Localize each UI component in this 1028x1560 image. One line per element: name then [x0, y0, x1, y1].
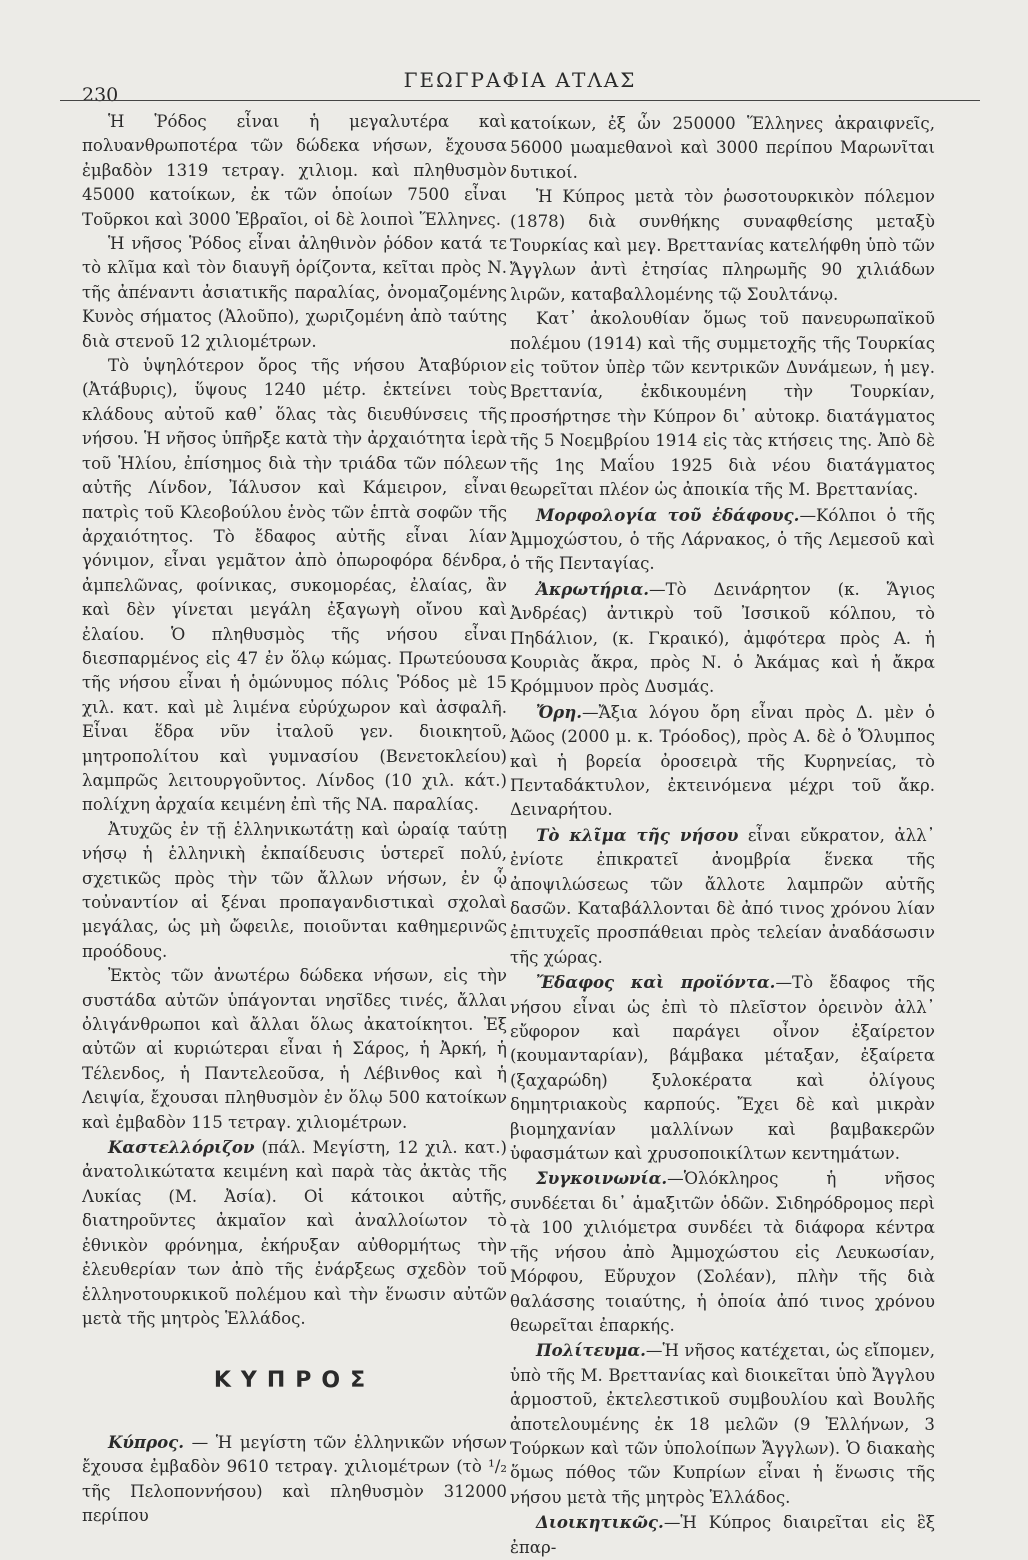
paragraph-cyprus-intro [82, 1430, 507, 1529]
paragraph-text: —Ἄξια λόγου ὄρη εἶναι πρὸς Δ. μὲν ὁ Ἀῶος (2000 μ. κ. Τρόοδος), πρὸς Α. δὲ ὁ Ὄλυμπος καὶ ἡ βορεία ὀροσειρὰ τῆς Κυρηνείας, τὸ Πενταδάκτυλον, ἐκτεινόμενα μέχρι τοῦ ἄκρ. Δειναρήτου. [510, 702, 935, 820]
paragraph-lead: Τὸ κλῖμα τῆς νήσου [536, 824, 739, 845]
right-paragraph [510, 577, 935, 700]
right-paragraph [510, 823, 935, 970]
kastellorizo-lead: Καστελλόριζον [108, 1137, 255, 1158]
paragraph-text: εἶναι εὔκρατον, ἀλλ᾽ ἐνίοτε ἐπικρατεῖ ἀνομβρία ἕνεκα τῆς ἀποψιλώσεως τῶν ἄλλοτε λαμπρῶν αὐτῆς δασῶν. Καταβάλλονται δὲ ἀπό τινος χρόνου λίαν ἐπιτυχεῖς προσπάθειαι πρὸς τελείαν ἀναδάσωσιν τῆς χώρας. [510, 825, 935, 967]
paragraph-lead: Διοικητικῶς. [536, 1512, 664, 1533]
paragraph-lead: Μορφολογία τοῦ ἐδάφους. [536, 504, 800, 525]
right-paragraph [510, 1510, 935, 1560]
section-title-cyprus: ΚΥΠΡΟΣ [213, 1368, 376, 1394]
paragraph-text: Κατ᾽ ἀκολουθίαν ὅμως τοῦ πανευρωπαϊκοῦ πολέμου (1914) καὶ τῆς συμμετοχῆς τῆς Τουρκίας εἰς τοῦτον ὑπὲρ τῶν κεντρικῶν Δυνάμεων, ἡ μεγ. Βρεττανία, ἐκδικουμένη τὴν Τουρκίαν, προσήρτησε τὴν Κύπρον δι᾽ αὐτοκρ. διατάγματος τῆς 5 Νοεμβρίου 1914 εἰς τὰς κτήσεις της. Ἀπὸ δὲ τῆς 1ης Μαΐου 1925 διὰ νέου διατάγματος θεωρεῖται πλέον ὡς ἀποικία τῆς Μ. Βρεττανίας. [510, 309, 935, 500]
kastellorizo-text: (πάλ. Μεγίστη, 12 χιλ. κατ.) ἀνατολικώτατα κειμένη καὶ παρὰ τὰς ἀκτὰς τῆς Λυκίας (Μ. Ἀσία). Οἱ κάτοικοι αὐτῆς, διατηροῦντες ἀκμαῖον καὶ ἀναλλοίωτον τὸ ἐθνικὸν φρόνημα, ἐκήρυξαν αὐθορμήτως τὴν ἐλευθερίαν των ἀπὸ τῆς ἐνάρξεως σχεδὸν τοῦ ἑλληνοτουρκικοῦ πολέμου καὶ τὴν ἕνωσιν αὐτῶν μετὰ τῆς μητρὸς Ἑλλάδος. [82, 1138, 507, 1328]
right-paragraph [510, 1166, 935, 1338]
paragraph-text: —Ὁλόκληρος ἡ νῆσος συνδέεται δι᾽ ἁμαξιτῶν ὁδῶν. Σιδηρόδρομος περὶ τὰ 100 χιλιόμετρα συνδέει τὰ διάφορα κέντρα τῆς νήσου ἀπὸ Ἀμμοχώστου εἰς Λευκωσίαν, Μόρφου, Εὔρυχον (Σολέαν), πλὴν τῆς διὰ θαλάσσης τοιαύτης, ἡ ὁποία ἀπό τινος χρόνου θεωρεῖται ἐπαρκής. [510, 1169, 935, 1335]
right-paragraph [510, 185, 935, 307]
paragraph-rhodes-education: Ἀτυχῶς ἐν τῇ ἑλληνικωτάτῃ καὶ ὡραίᾳ ταύτῃ νήσῳ ἡ ἑλληνικὴ ἐκπαίδευσις ὑστερεῖ πολύ, σχετικῶς πρὸς τὴν τῶν ἄλλων νήσων, ἐν ᾧ τοὐναντίον αἱ ξέναι προπαγανδιστικαὶ σχολαὶ μεγάλας, ὡς μὴ ὤφειλε, ποιοῦνται καθημερινῶς προόδους. [82, 819, 507, 961]
paragraph-lead: Ὄρη. [536, 701, 583, 722]
right-paragraph [510, 112, 935, 185]
paragraph-text: κατοίκων, ἐξ ὧν 250000 Ἕλληνες ἀκραιφνεῖς, 56000 μωαμεθανοὶ καὶ 3000 περίπου Μαρωνῖται δυτικοί. [510, 114, 935, 182]
page-number: 230 [82, 84, 119, 106]
right-paragraph [510, 970, 935, 1166]
right-paragraph [510, 503, 935, 577]
paragraph-lead: Πολίτευμα. [536, 1340, 646, 1361]
paragraph-text: —Τὸ ἔδαφος τῆς νήσου εἶναι ὡς ἐπὶ τὸ πλεῖστον ὀρεινὸν ἀλλ᾽ εὔφορον καὶ παράγει οἶνον ἐξαίρετον (κουμανταρίαν), βάμβακα μέταξαν, ἐξαίρετα (ξαχαρώδη) ξυλοκέρατα καὶ ὀλίγους δημητριακοὺς καρπούς. Ἔχει δὲ καὶ μικρὰν βιομηχανίαν μαλλίνων καὶ βαμβακερῶν ὑφασμάτων καὶ χρυσοποικίλτων κεντημάτων. [510, 973, 935, 1164]
paragraph-lead: Ἔδαφος καὶ προϊόντα. [536, 972, 776, 993]
running-title: ΓΕΩΓΡΑΦΙΑ ΑΤΛΑΣ [403, 68, 637, 92]
paragraph-rhodes-size: Ἡ Ῥόδος εἶναι ἡ μεγαλυτέρα καὶ πολυανθρωποτέρα τῶν δώδεκα νήσων, ἔχουσα ἐμβαδὸν 1319 τετραγ. χιλιομ. καὶ πληθυσμὸν 45000 κατοίκων, ἐκ τῶν ὁποίων 7500 εἶναι Τοῦρκοι καὶ 3000 Ἑβραῖοι, οἱ δὲ λοιποὶ Ἕλληνες. [82, 112, 507, 229]
paragraph-lead: Ἀκρωτήρια. [536, 578, 649, 599]
paragraph-islets: Ἐκτὸς τῶν ἀνωτέρω δώδεκα νήσων, εἰς τὴν συστάδα αὐτῶν ὑπάγονται νησῖδες τινές, ἄλλαι ὀλιγάνθρωποι καὶ ἄλλαι ὅλως ἀκατοίκητοι. Ἐξ αὐτῶν αἱ κυριώτεραι εἶναι ἡ Σάρος, ἡ Ἀρκή, ἡ Τέλενδος, ἡ Παντελεοῦσα, ἡ Λέβινθος καὶ ἡ Λειψία, ἔχουσαι πληθυσμὸν ἐν ὅλῳ 500 κατοίκων καὶ ἐμβαδὸν 115 τετραγ. χιλιομέτρων. [82, 966, 507, 1132]
paragraph-text: —Κόλποι ὁ τῆς Ἀμμοχώστου, ὁ τῆς Λάρνακος, ὁ τῆς Λεμεσοῦ καὶ ὁ τῆς Πενταγίας. [510, 505, 936, 574]
right-paragraph [510, 307, 935, 502]
paragraph-text: —Ἡ Κύπρος διαιρεῖται εἰς ἓξ ἐπαρ- [510, 1513, 935, 1557]
paragraph-lead: Συγκοινωνία. [536, 1168, 668, 1189]
paragraph-text: —Ἡ νῆσος κατέχεται, ὡς εἴπομεν, ὑπὸ τῆς Μ. Βρεττανίας καὶ διοικεῖται ὑπὸ Ἄγγλου ἁρμοστοῦ, ἐκτελεστικοῦ συμβουλίου καὶ Βουλῆς ἀποτελουμένης ἐκ 18 μελῶν (9 Ἑλλήνων, 3 Τούρκων καὶ τῶν ὑπολοίπων Ἄγγλων). Ὁ διακαὴς ὅμως πόθος τῶν Κυπρίων εἶναι ἡ ἕνωσις τῆς νήσου μετὰ τῆς μητρὸς Ἑλλάδος. [510, 1341, 935, 1507]
left-column [82, 110, 507, 1528]
paragraph-rhodes-mountain: Τὸ ὑψηλότερον ὄρος τῆς νήσου Ἀταβύριον (Ἀτάβυρις), ὕψους 1240 μέτρ. ἐκτείνει τοὺς κλάδους αὐτοῦ καθ᾽ ὅλας τὰς διευθύνσεις τῆς νήσου. Ἡ νῆσος ὑπῆρξε κατὰ τὴν ἀρχαιότητα ἱερὰ τοῦ Ἡλίου, ἐπίσημος διὰ τὴν τριάδα τῶν πόλεων αὐτῆς Λίνδον, Ἰάλυσον καὶ Κάμειρον, εἶναι πατρὶς τοῦ Κλεοβούλου ἑνὸς τῶν ἑπτὰ σοφῶν τῆς ἀρχαιότητος. Τὸ ἔδαφος αὐτῆς εἶναι λίαν γόνιμον, εἶναι γεμᾶτον ἀπὸ ὀπωροφόρα δένδρα, ἀμπελῶνας, φοίνικας, συκομορέας, ἐλαίας, ἂν καὶ δὲν γίνεται μεγάλη ἐξαγωγὴ οἴνου καὶ ἐλαίου. Ὁ πληθυσμὸς τῆς νήσου εἶναι διεσπαρμένος εἰς 47 ἐν ὅλῳ κώμας. Πρωτεύουσα τῆς νήσου εἶναι ἡ ὁμώνυμος πόλις Ῥόδος μὲ 15 χιλ. κατ. καὶ μὲ λιμένα εὐρύχωρον καὶ ἀσφαλῆ. Εἶναι ἕδρα νῦν ἰταλοῦ γεν. διοικητοῦ, μητροπολίτου καὶ γυμνασίου (Βενετοκλείου) λαμπρῶς λειτουργοῦντος. Λίνδος (10 χιλ. κάτ.) πολίχνη ἀρχαία κειμένη ἐπὶ τῆς ΝΑ. παραλίας. [82, 356, 507, 815]
right-column [510, 112, 935, 1560]
paragraph-rhodes-climate: Ἡ νῆσος Ῥόδος εἶναι ἀληθινὸν ῥόδον κατά τε τὸ κλῖμα καὶ τὸν διαυγῆ ὁρίζοντα, κεῖται πρὸς Ν. τῆς ἀπέναντι ἀσιατικῆς παραλίας, ὀνομαζομένης Κυνὸς σήματος (Ἀλοῦπο), χωριζομένη ἀπὸ ταύτης διὰ στενοῦ 12 χιλιομέτρων. [82, 234, 507, 351]
right-paragraph [510, 1338, 935, 1510]
header-rule [60, 100, 980, 101]
paragraph-text: —Τὸ Δεινάρητον (κ. Ἅγιος Ἀνδρέας) ἀντικρὺ τοῦ Ἰσσικοῦ κόλπου, τὸ Πηδάλιον, (κ. Γκραικό), ἀμφότερα πρὸς Α. ἡ Κουριὰς ἄκρα, πρὸς Ν. ὁ Ἀκάμας καὶ ἡ ἄκρα Κρόμμυον πρὸς Δυσμάς. [510, 579, 935, 697]
paragraph-kastellorizo [82, 1135, 507, 1331]
cyprus-intro-text: — Ἡ μεγίστη τῶν ἑλληνικῶν νήσων ἔχουσα ἐμβαδὸν 9610 τετραγ. χιλιομέτρων (τὸ ¹/₂ τῆς Πελοποννήσου) καὶ πληθυσμὸν 312000 περίπου [82, 1432, 507, 1525]
paragraph-text: Ἡ Κύπρος μετὰ τὸν ῥωσοτουρκικὸν πόλεμον (1878) διὰ συνθήκης συναφθείσης μεταξὺ Τουρκίας καὶ μεγ. Βρεττανίας κατελήφθη ὑπὸ τῶν Ἄγγλων ἀντὶ ἐτησίας πληρωμῆς 90 χιλιάδων λιρῶν, καταβαλλομένης τῷ Σουλτάνῳ. [510, 187, 935, 304]
right-paragraph [510, 700, 935, 823]
cyprus-lead: Κύπρος. [108, 1431, 185, 1452]
page-header [60, 68, 980, 106]
